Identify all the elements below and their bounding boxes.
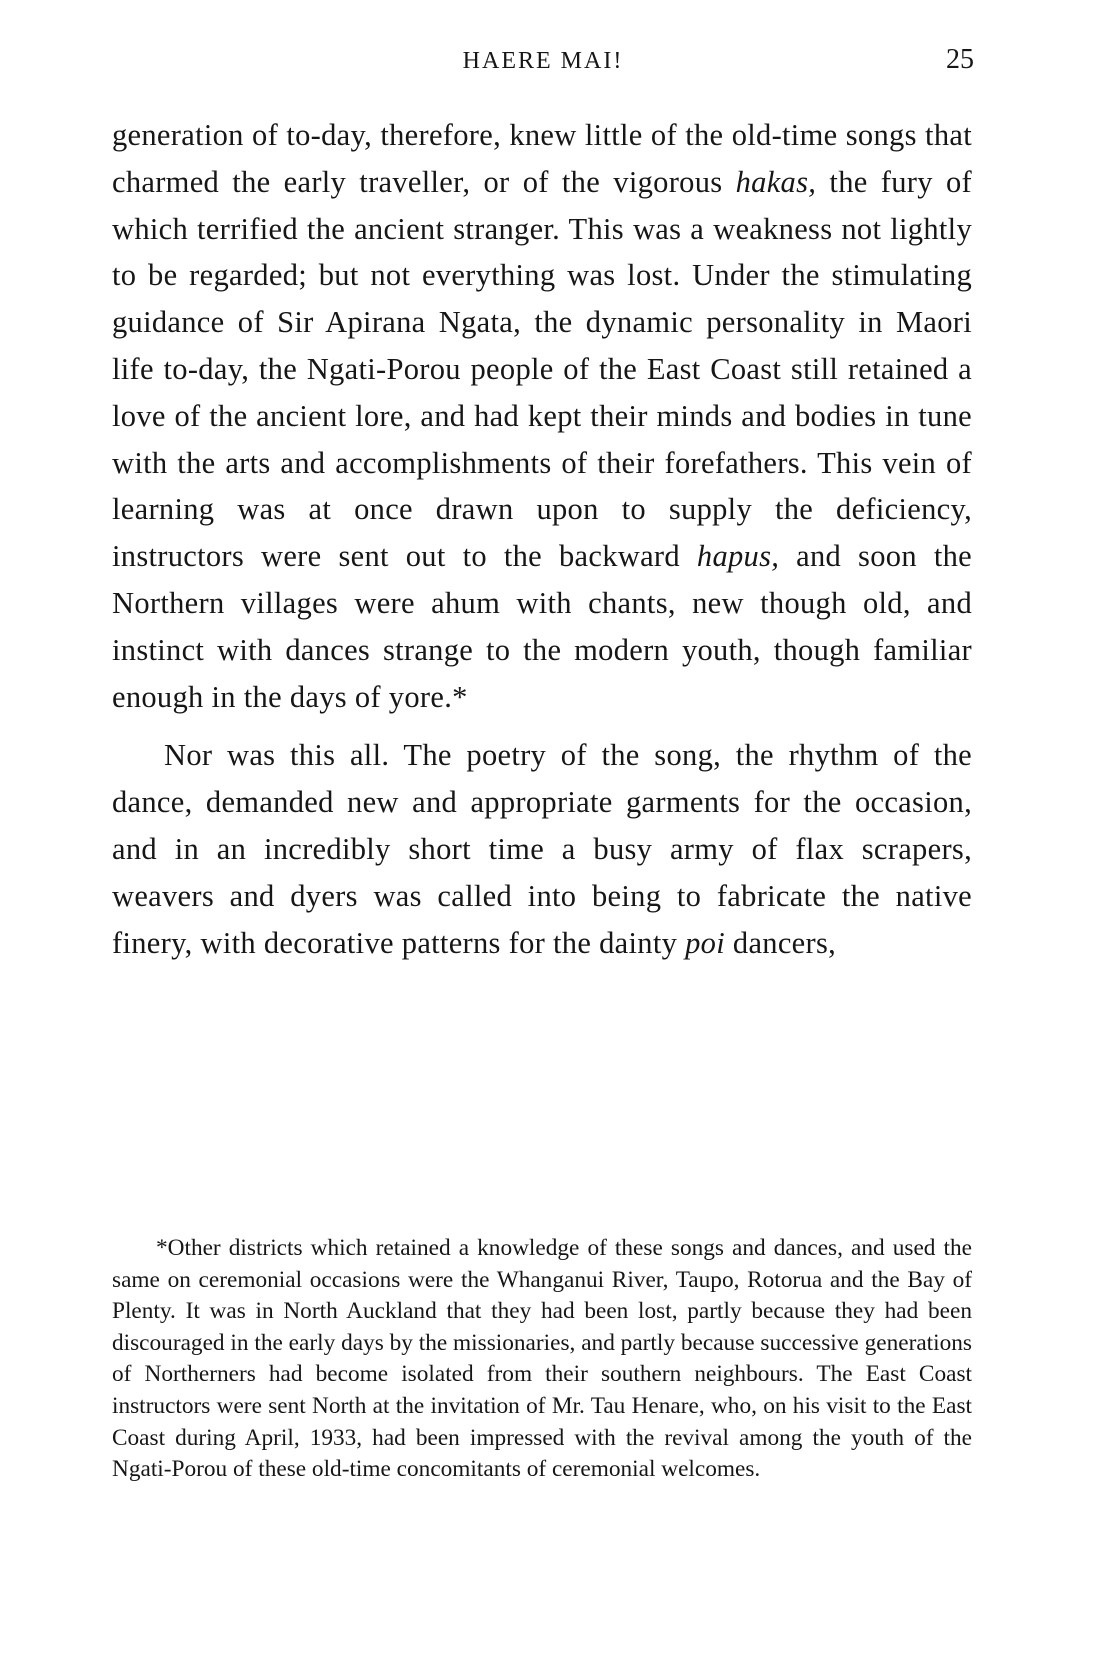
page-number: 25 — [946, 44, 974, 75]
paragraph-1-segment: generation of to-day, therefore, knew little of the old-time songs that charmed the early traveller, or of the vigorous — [112, 118, 972, 199]
paragraph-2 — [112, 732, 972, 966]
italic-term-poi: poi — [685, 925, 725, 960]
running-head: HAERE MAI! — [462, 48, 624, 74]
paragraph-1-segment: the fury of which terrified the ancient stranger. This was a weakness not lightly to be regarded; but not everything was lost. Under the stimulating guidance of Sir Apirana Ngata, the dynamic personality in Maori life to-day, the Ngati-Porou people of the East Coast still retained a love of the ancient lore, and had kept their minds and bodies in tune with the arts and accomplishments of their forefathers. This vein of learning was at once drawn upon to supply the deficiency, instructors were sent out to the backward — [112, 164, 972, 574]
italic-term-hakas: hakas, — [735, 164, 817, 199]
paragraph-1 — [112, 112, 972, 720]
paragraph-1-segment: and soon the Northern villages were ahum with chants, new though old, and instinct with dances strange to the modern youth, though familiar enough in the days of yore.* — [112, 539, 972, 714]
paragraph-2-segment: Nor was this all. The poetry of the song, the rhythm of the dance, demanded new and appropriate garments for the occasion, and in an incredibly short time a busy army of flax scrapers, weavers and dyers was called into being to fabricate the native finery, with decorative patterns for the dainty — [112, 738, 972, 960]
footnote: *Other districts which retained a knowledge of these songs and dances, and used the same on ceremonial occasions were the Whanganui River, Taupo, Rotorua and the Bay of Plenty. It was in North Auckland that they had been lost, partly because they had been discouraged in the early days by the missionaries, and partly because successive generations of Northerners had become isolated from their southern neighbours. The East Coast instructors were sent North at the invitation of Mr. Tau Henare, who, on his visit to the East Coast during April, 1933, had been impressed with the revival among the youth of the Ngati-Porou of these old-time concomitants of ceremonial welcomes. — [112, 1235, 972, 1483]
italic-term-hapus: hapus, — [696, 539, 780, 574]
page-header — [112, 44, 974, 84]
body-text — [112, 112, 972, 966]
paragraph-2-segment: dancers, — [724, 925, 837, 960]
